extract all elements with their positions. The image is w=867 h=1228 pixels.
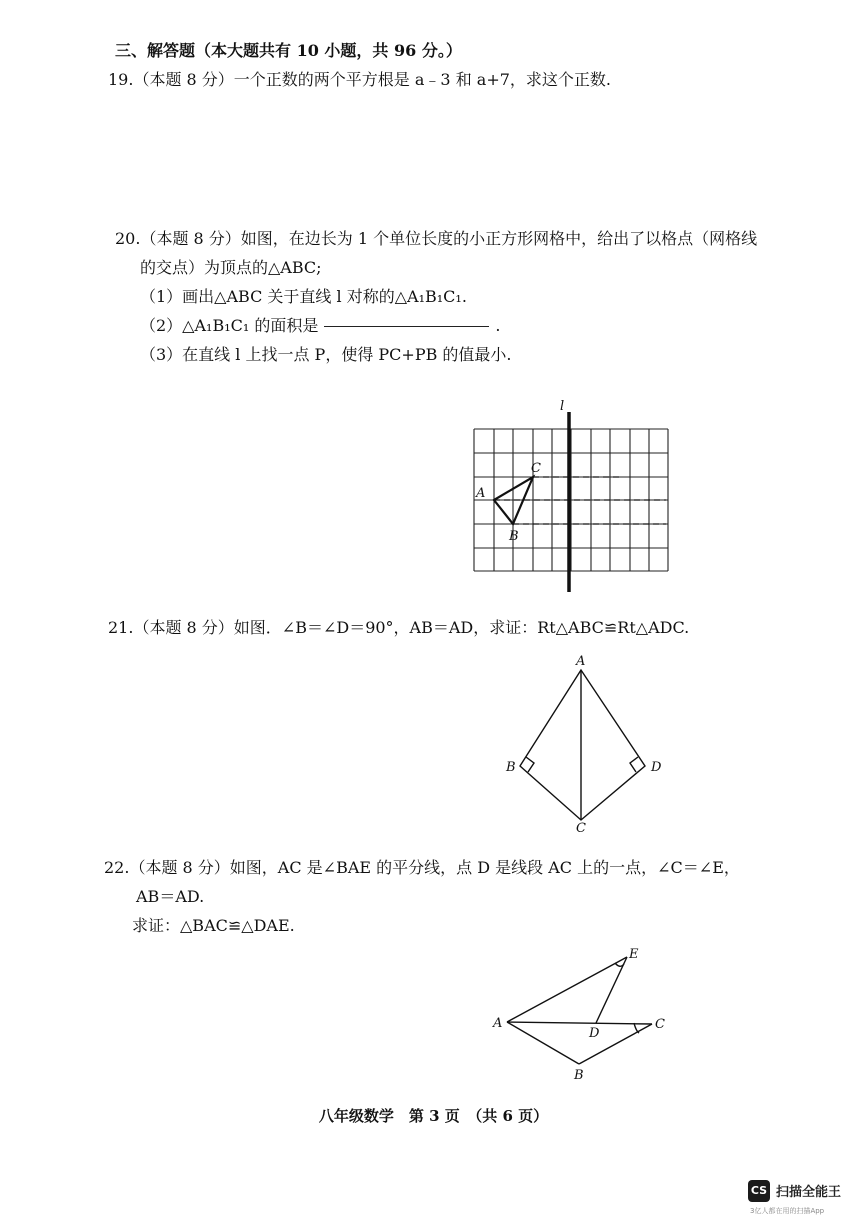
label-l: l: [560, 399, 565, 414]
question-21-text: 21.（本题 8 分）如图．∠B＝∠D＝90°，AB＝AD，求证：Rt△ABC≌Rt△ADC.: [108, 618, 690, 637]
label-d: D: [589, 1026, 600, 1041]
question-20-part3: （3）在直线 l 上找一点 P，使得 PC+PB 的值最小.: [140, 345, 512, 364]
segment-de: [596, 957, 627, 1023]
question-20-line1: 20.（本题 8 分）如图，在边长为 1 个单位长度的小正方形网格中，给出了以格点（网格线: [115, 229, 758, 248]
segment-ae: [507, 957, 627, 1022]
label-e: E: [629, 947, 639, 962]
answer-blank[interactable]: [324, 326, 489, 327]
question-20-line2: 的交点）为顶点的△ABC;: [140, 258, 322, 277]
label-b: B: [574, 1068, 584, 1083]
part2-end: .: [495, 316, 501, 335]
label-c: C: [655, 1017, 665, 1032]
kite-abcd: [520, 670, 645, 820]
right-angle-b: [526, 757, 534, 772]
label-c: C: [576, 821, 586, 835]
watermark-name: 扫描全能王: [776, 1185, 842, 1200]
q22-figure: [488, 940, 673, 1085]
label-c: C: [531, 461, 541, 476]
question-22-line2: AB＝AD.: [136, 887, 205, 906]
camscanner-logo-icon: CS: [748, 1180, 770, 1202]
label-b: B: [509, 529, 519, 544]
label-a: A: [493, 1016, 503, 1031]
part2-label: （2）△A₁B₁C₁ 的面积是: [140, 316, 319, 335]
segment-ab: [507, 1022, 579, 1064]
question-22-line3: 求证：△BAC≌△DAE.: [132, 916, 295, 935]
page-footer: 八年级数学 第 3 页 （共 6 页）: [318, 1107, 549, 1125]
question-20-part1: （1）画出△ABC 关于直线 l 对称的△A₁B₁C₁.: [140, 287, 467, 306]
q21-figure: [500, 650, 670, 835]
label-a: A: [476, 486, 486, 501]
watermark-subtitle: 3亿人都在用的扫描App: [750, 1207, 825, 1215]
label-a: A: [576, 654, 586, 669]
label-b: B: [506, 760, 516, 775]
label-d: D: [651, 760, 662, 775]
angle-mark-e: [615, 963, 624, 966]
question-19-text: 19.（本题 8 分）一个正数的两个平方根是 a﹣3 和 a+7，求这个正数.: [108, 70, 611, 89]
question-20-part2: [140, 315, 500, 337]
q20-grid-figure: [466, 392, 676, 598]
right-angle-d: [630, 757, 638, 772]
question-22-line1: 22.（本题 8 分）如图，AC 是∠BAE 的平分线，点 D 是线段 AC 上的一点，∠C＝∠E，: [104, 858, 740, 877]
scanner-watermark: [748, 1180, 863, 1220]
segment-ac: [507, 1022, 652, 1024]
section-title: 三、解答题（本大题共有 10 小题，共 96 分。）: [115, 41, 462, 60]
